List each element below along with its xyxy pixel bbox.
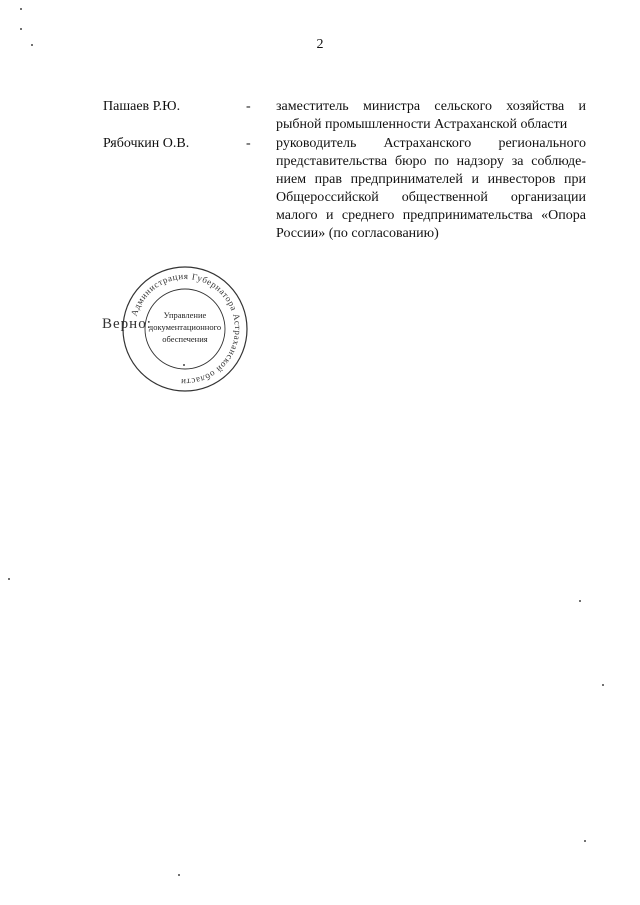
page-number: 2 <box>316 37 324 52</box>
member-dash: - <box>246 136 251 151</box>
position-line: малого и среднего предпринимательства «Опора <box>276 208 586 223</box>
member-position <box>276 98 586 134</box>
member-name: Пашаев Р.Ю. <box>103 99 181 114</box>
position-line: заместитель министра сельского хозяйства и <box>276 99 586 114</box>
scan-speck <box>183 364 185 366</box>
position-line: нием прав предпринимателей и инвесторов при <box>276 172 586 187</box>
position-line: рыбной промышленности Астраханской области <box>276 117 568 132</box>
stamp-center-line: документационного <box>148 322 222 332</box>
scan-speck <box>20 8 22 10</box>
scan-speck <box>602 684 604 686</box>
stamp-center-line: Управление <box>163 310 207 320</box>
scan-speck <box>20 28 22 30</box>
scan-speck <box>31 44 33 46</box>
position-line: представительства бюро по надзору за соблюде- <box>276 154 586 169</box>
certification-label: Верно: <box>102 316 152 332</box>
member-position <box>276 135 586 243</box>
stamp-seal-icon <box>120 264 250 394</box>
member-name: Рябочкин О.В. <box>103 136 190 151</box>
position-line: России» (по согласованию) <box>276 226 439 241</box>
scan-speck <box>8 578 10 580</box>
scan-speck <box>178 874 180 876</box>
scan-speck <box>584 840 586 842</box>
stamp-ring-text: Администрация Губернатора Астраханской области <box>128 270 244 388</box>
official-stamp <box>120 264 250 394</box>
position-line: руководитель Астраханского регионального <box>276 136 586 151</box>
stamp-center-line: обеспечения <box>162 334 208 344</box>
scan-speck <box>579 600 581 602</box>
member-dash: - <box>246 99 251 114</box>
position-line: Общероссийской общественной организации <box>276 190 586 205</box>
